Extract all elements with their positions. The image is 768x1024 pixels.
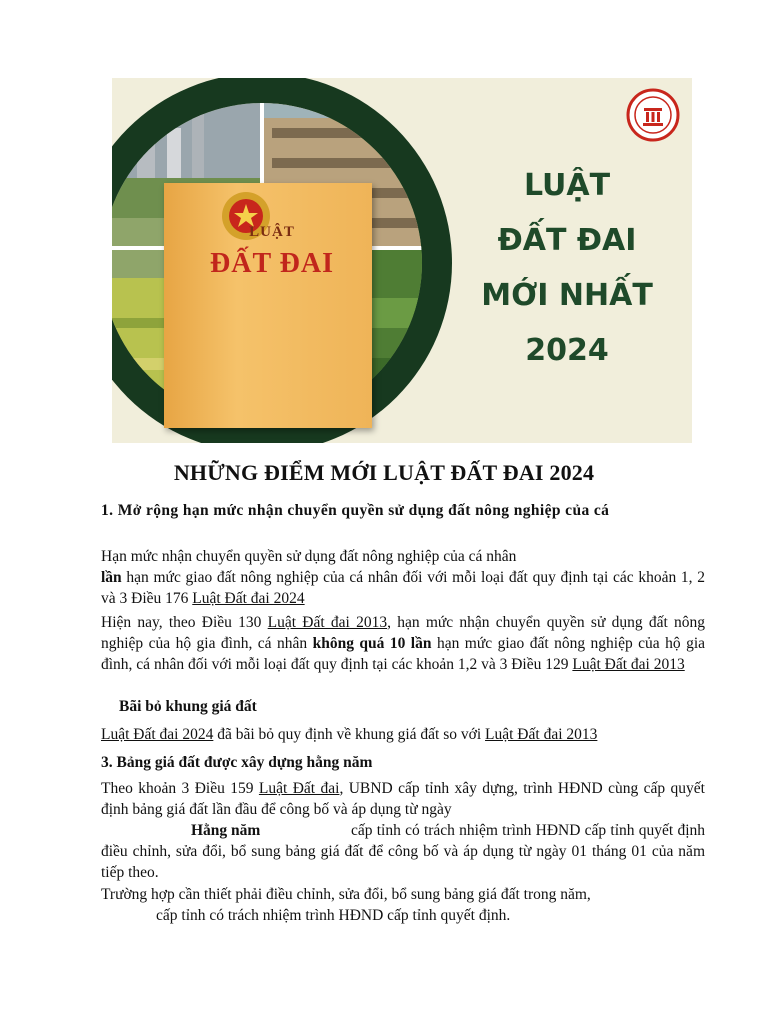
section-1-heading: 1. Mở rộng hạn mức nhận chuyển quyền sử dụng đất nông nghiệp của cá — [101, 502, 610, 519]
link-luat-dat-dai-2013-a[interactable]: Luật Đất đai 2013 — [267, 614, 388, 631]
paragraph-1-bold: lần — [101, 569, 122, 586]
book-label-small: LUẬT — [249, 224, 295, 240]
book-label-big: ĐẤT ĐAI — [210, 248, 334, 279]
paragraph-2-text-b: , hạn mức nhận chuyển quyền sử dụng đất nông nghiệp của hộ gia đình, cá nhân — [101, 614, 705, 652]
banner-title-line-1: LUẬT — [523, 168, 611, 203]
banner-title-line-2: ĐẤT ĐAI — [497, 223, 637, 258]
paragraph-4-text-a: Theo khoản 3 Điều 159 — [101, 780, 259, 797]
paragraph-2-text-c: hạn mức giao đất nông nghiệp của hộ gia đình, cá nhân đối với mỗi loại đất quy định tại các khoản 1,2 và 3 Điều 129 — [101, 635, 706, 673]
paragraph-4-text-c: cấp tỉnh có trách nhiệm trình HĐND cấp tỉnh quyết định điều chỉnh, sửa đổi, bổ sung bảng giá đất để công bố và áp dụng từ ngày 01 tháng 01 của năm tiếp theo. — [101, 822, 705, 881]
paragraph-4-bold: Hằng năm — [191, 822, 261, 839]
banner-title-line-4: 2024 — [525, 333, 609, 368]
paragraph-1-text: hạn mức giao đất nông nghiệp của cá nhân đối với mỗi loại đất quy định tại các khoản 1, 2 và 3 Điều 176 — [101, 569, 705, 607]
paragraph-4 — [101, 778, 705, 883]
paragraph-1 — [101, 546, 705, 609]
paragraph-2-text-a: Hiện nay, theo Điều 130 — [101, 614, 268, 631]
paragraph-2 — [101, 612, 705, 675]
link-luat-dat-dai-c[interactable]: Luật Đất đai — [258, 780, 340, 797]
banner-title — [452, 158, 682, 378]
banner-image — [112, 78, 692, 443]
paragraph-4-text-b: , UBND cấp tỉnh xây dựng, trình HĐND cùng cấp quyết định bảng giá đất lần đầu để công bố và áp dụng từ ngày — [101, 780, 705, 818]
paragraph-3-text: đã bãi bỏ quy định về khung giá đất so với — [213, 726, 486, 743]
paragraph-5 — [101, 884, 705, 926]
section-3-heading: 3. Bảng giá đất được xây dựng hằng năm — [101, 754, 373, 771]
banner-title-line-3: MỚI NHẤT — [481, 278, 653, 313]
link-luat-dat-dai-2024-b[interactable]: Luật Đất đai 2024 — [101, 726, 214, 743]
link-luat-dat-dai-2013-c[interactable]: Luật Đất đai 2013 — [485, 726, 598, 743]
link-luat-dat-dai-2024-a[interactable]: Luật Đất đai 2024 — [192, 590, 305, 607]
section-2-heading: Bãi bỏ khung giá đất — [119, 698, 257, 715]
paragraph-1-line-1: Hạn mức nhận chuyển quyền sử dụng đất nông nghiệp của cá nhân — [101, 548, 517, 565]
link-luat-dat-dai-2013-b[interactable]: Luật Đất đai 2013 — [572, 656, 685, 673]
document-title: NHỮNG ĐIỂM MỚI LUẬT ĐẤT ĐAI 2024 — [173, 460, 595, 485]
paragraph-5-line-2: cấp tỉnh có trách nhiệm trình HĐND cấp tỉnh quyết định. — [156, 907, 511, 924]
paragraph-5-line-1: Trường hợp cần thiết phải điều chỉnh, sửa đổi, bổ sung bảng giá đất trong năm, — [101, 886, 591, 903]
paragraph-3 — [101, 724, 705, 745]
paragraph-2-bold: không quá 10 lần — [312, 635, 432, 652]
publisher-seal-logo-icon — [626, 88, 680, 142]
